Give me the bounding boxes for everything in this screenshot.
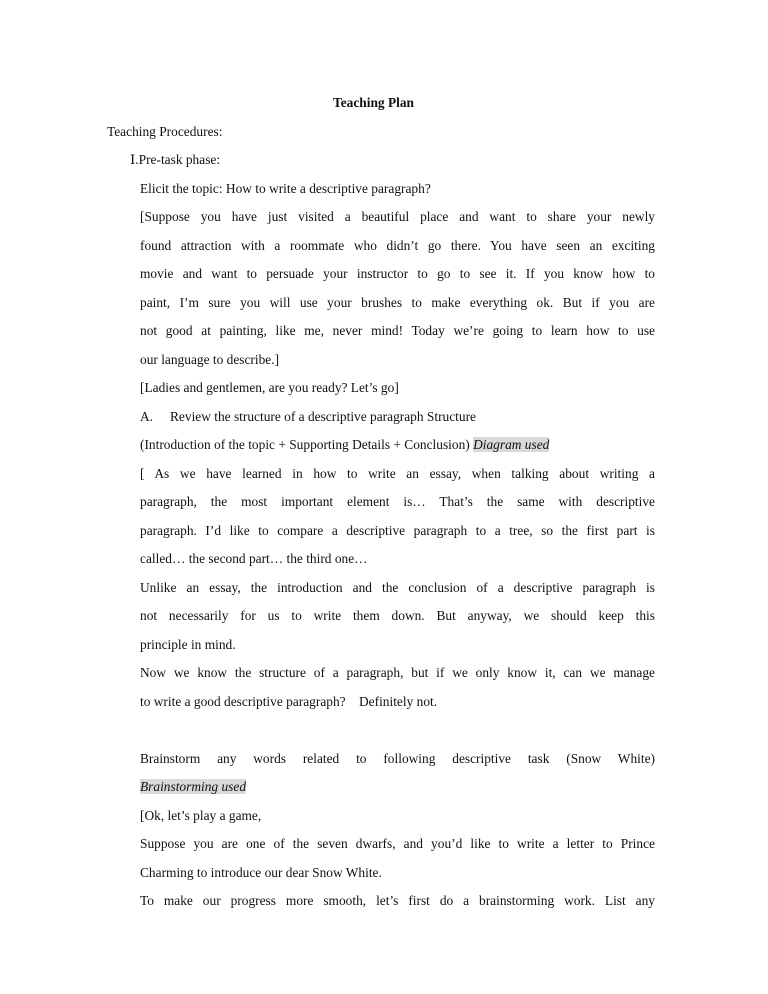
section-heading: Teaching Procedures: <box>107 123 223 139</box>
paragraph-line: [ As we have learned in how to write an essay, when talking about writing a <box>140 465 655 481</box>
paragraph-line: [Ok, let’s play a game, <box>140 807 262 823</box>
diagram-used-tag: Diagram used <box>473 437 550 452</box>
review-text: Review the structure of a descriptive paragraph Structure <box>170 408 477 424</box>
paragraph-line: called… the second part… the third one… <box>140 551 368 566</box>
phase-heading: Ⅰ.Pre-task phase: <box>130 152 221 167</box>
paragraph-line: found attraction with a roommate who didn’t go there. You have seen an exciting <box>140 237 655 253</box>
paragraph-line: paint, I’m sure you will use your brushes to make everything ok. But if you are <box>140 294 655 310</box>
paragraph-line: paragraph. I’d like to compare a descriptive paragraph to a tree, so the first part is <box>140 522 655 538</box>
structure-text: (Introduction of the topic + Supporting Details + Conclusion) <box>140 437 474 452</box>
brainstorm-line: Brainstorm any words related to following descriptive task (Snow White) <box>140 750 655 766</box>
paragraph-line: Charming to introduce our dear Snow White. <box>140 864 382 880</box>
paragraph-line: movie and want to persuade your instructor to go to see it. If you know how to <box>140 266 655 281</box>
paragraph-line: Now we know the structure of a paragraph, but if we only know it, can we manage <box>140 665 655 680</box>
paragraph-line: principle in mind. <box>140 636 236 652</box>
ladies-line: [Ladies and gentlemen, are you ready? Let’s go] <box>140 380 399 395</box>
document-page <box>0 89 768 916</box>
paragraph-line: [Suppose you have just visited a beautiful place and want to share your newly <box>140 209 655 224</box>
brainstorming-used-tag: Brainstorming used <box>140 779 247 794</box>
document-title: Teaching Plan <box>333 95 414 110</box>
paragraph-line: Unlike an essay, the introduction and the conclusion of a descriptive paragraph is <box>140 579 655 595</box>
paragraph-line: Suppose you are one of the seven dwarfs, and you’d like to write a letter to Prince <box>140 836 655 851</box>
structure-line <box>140 431 655 460</box>
blank-line <box>140 716 655 745</box>
paragraph-line: To make our progress more smooth, let’s first do a brainstorming work. List any <box>140 893 655 908</box>
paragraph-line: to write a good descriptive paragraph? Definitely not. <box>140 693 438 709</box>
paragraph-line: not necessarily for us to write them down. But anyway, we should keep this <box>140 608 655 623</box>
review-item <box>140 403 655 432</box>
paragraph-line: paragraph, the most important element is… That’s the same with descriptive <box>140 494 655 509</box>
elicit-line: Elicit the topic: How to write a descriptive paragraph? <box>140 180 431 196</box>
list-marker: A. <box>140 408 154 424</box>
paragraph-line: our language to describe.] <box>140 351 280 367</box>
paragraph-line: not good at painting, like me, never mind! Today we’re going to learn how to use <box>140 323 655 338</box>
brainstorm-tag-line <box>140 773 655 802</box>
